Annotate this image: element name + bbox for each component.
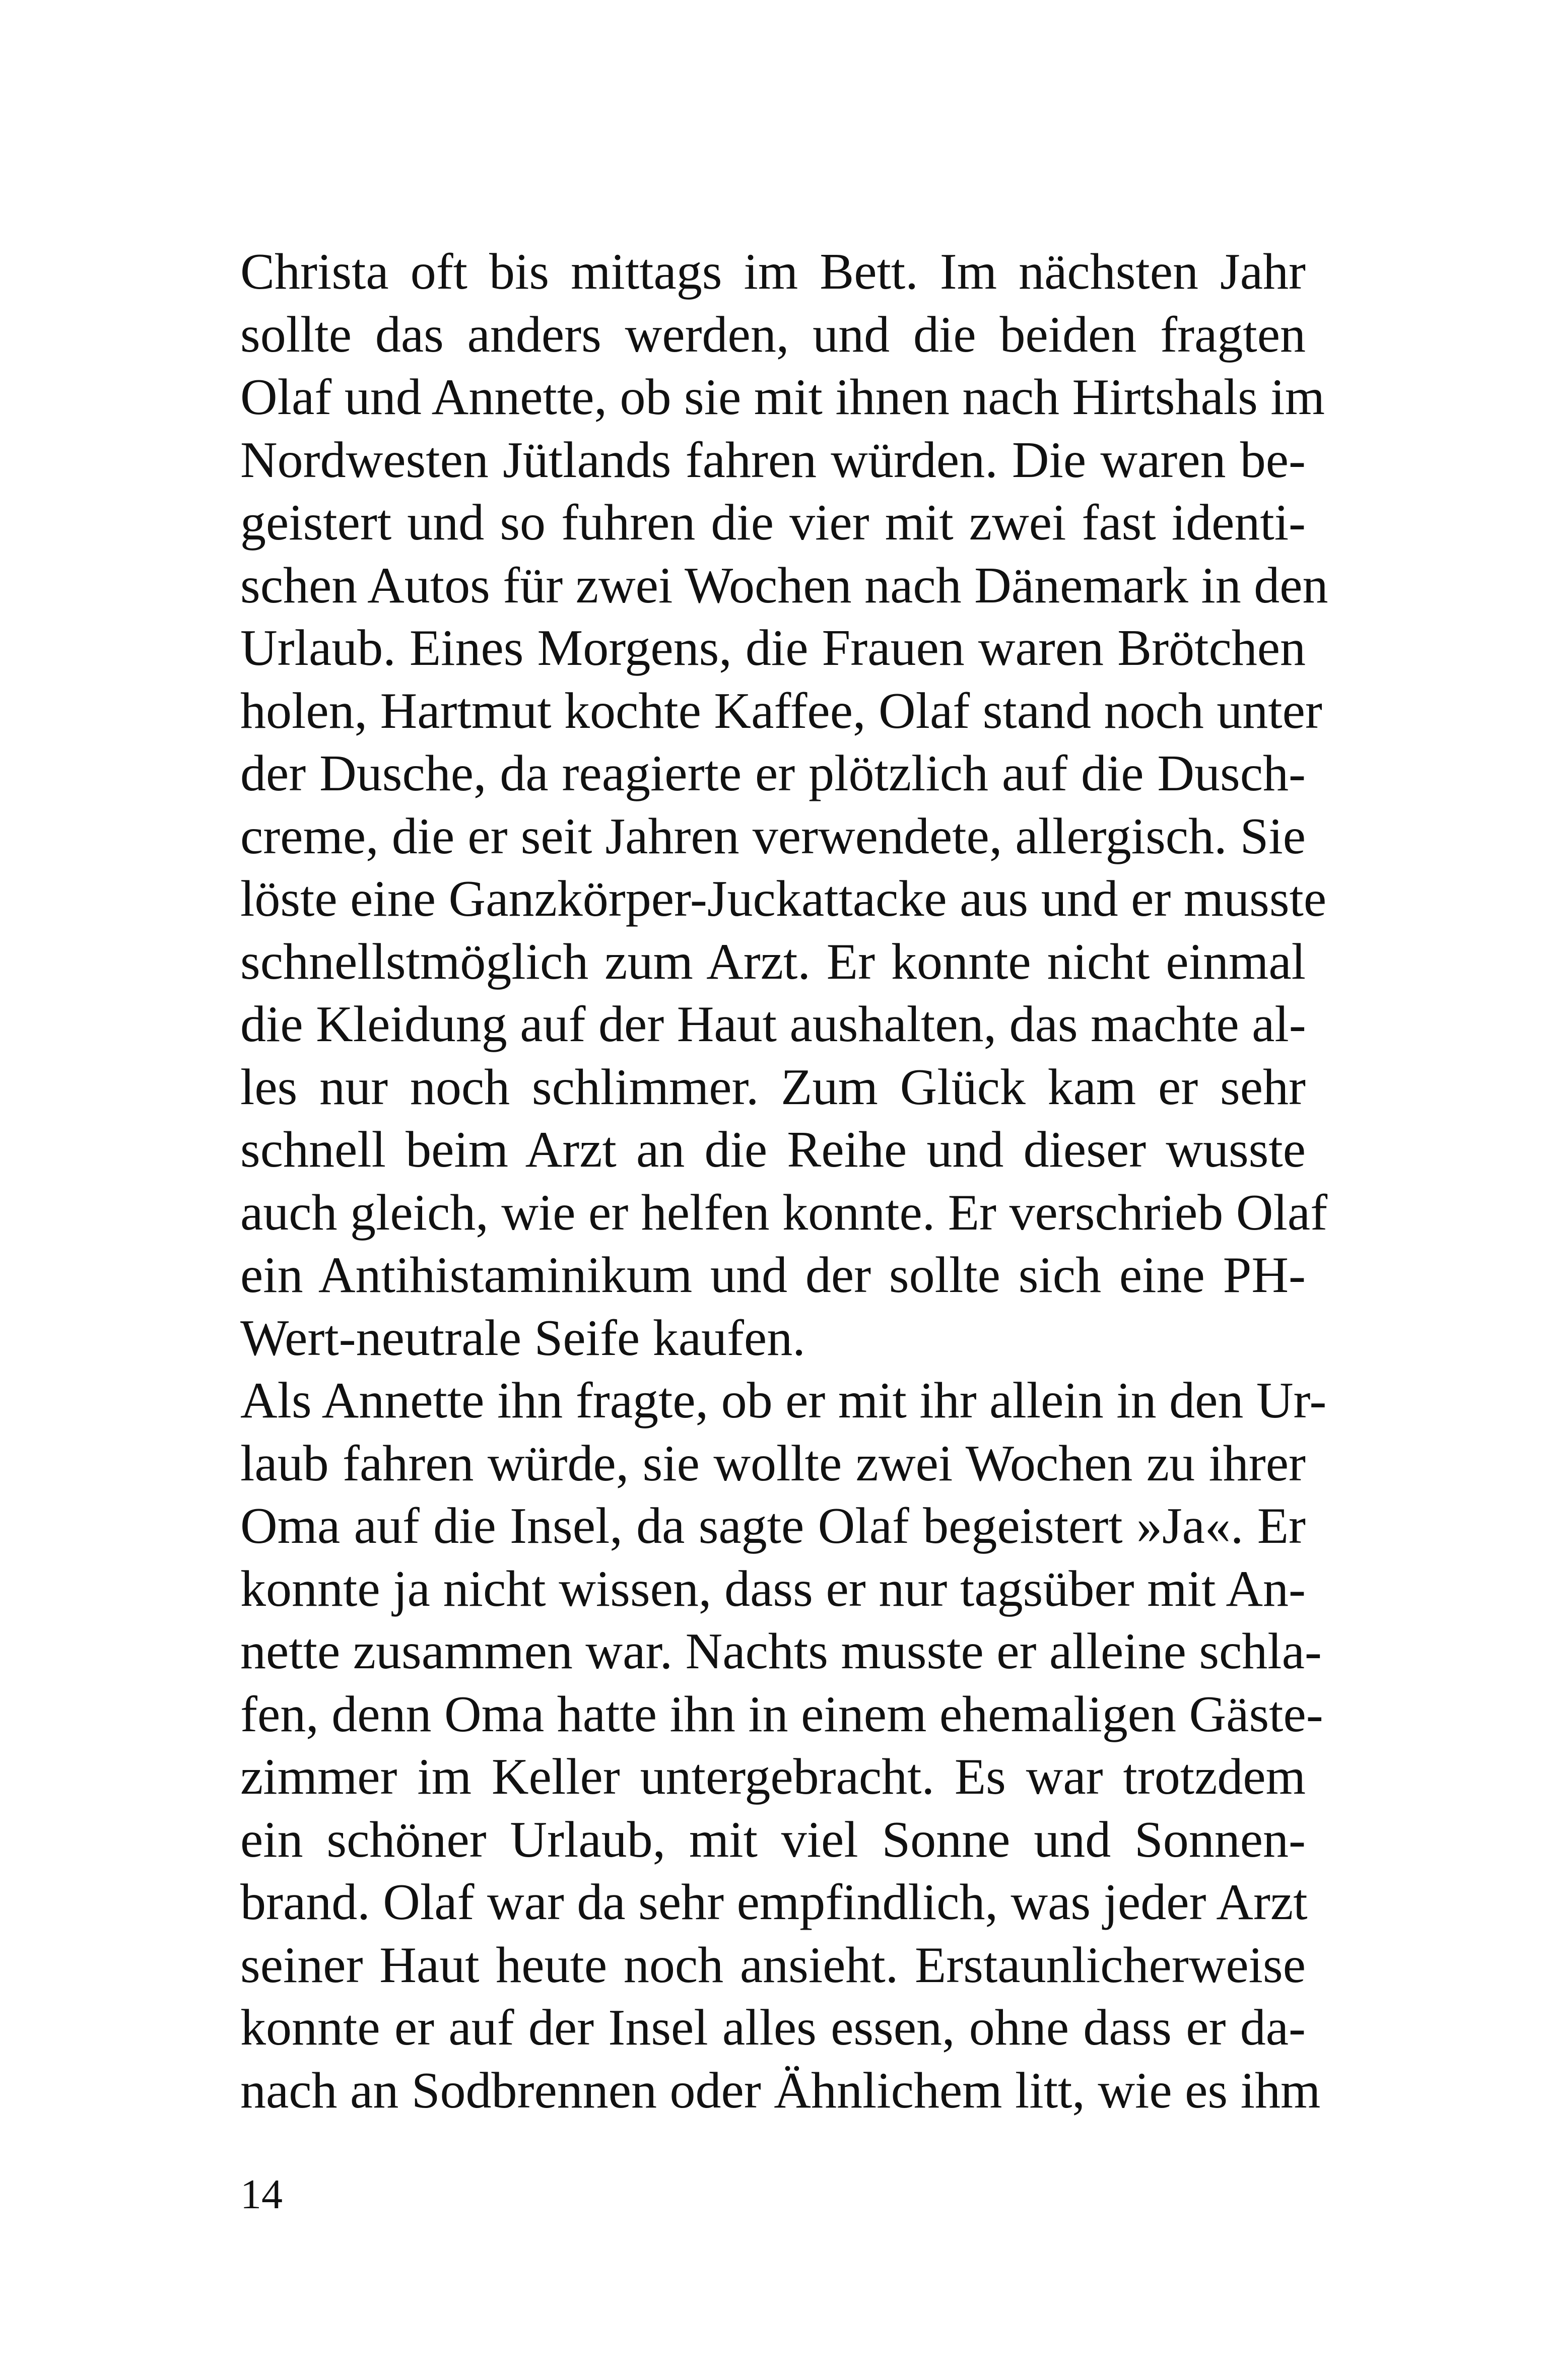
page-number: 14 (240, 2171, 283, 2218)
text-line: konnte ja nicht wissen, dass er nur tagsüber mit An- (240, 1560, 1306, 1617)
text-line: die Kleidung auf der Haut aushalten, das machte al- (240, 996, 1306, 1053)
text-line: der Dusche, da reagierte er plötzlich auf die Dusch- (240, 745, 1306, 802)
text-line: sollte das anders werden, und die beiden fragten (240, 306, 1306, 363)
text-line: schnell beim Arzt an die Reihe und dieser wusste (240, 1121, 1306, 1178)
text-line: fen, denn Oma hatte ihn in einem ehemaligen Gäste- (240, 1685, 1323, 1743)
text-line: auch gleich, wie er helfen konnte. Er verschrieb Olaf (240, 1184, 1328, 1241)
text-line: löste eine Ganzkörper-Juckattacke aus und er musste (240, 870, 1327, 927)
text-line: Olaf und Annette, ob sie mit ihnen nach Hirtshals im (240, 369, 1325, 426)
text-line: zimmer im Keller untergebracht. Es war trotzdem (240, 1748, 1306, 1805)
text-line: schnellstmöglich zum Arzt. Er konnte nicht einmal (240, 933, 1306, 990)
text-line: ein Antihistaminikum und der sollte sich eine PH- (240, 1247, 1306, 1304)
text-line: laub fahren würde, sie wollte zwei Wochen zu ihrer (240, 1435, 1306, 1492)
text-line: ein schöner Urlaub, mit viel Sonne und Sonnen- (240, 1811, 1306, 1868)
text-line: creme, die er seit Jahren verwendete, allergisch. Sie (240, 807, 1306, 865)
text-line: Urlaub. Eines Morgens, die Frauen waren Brötchen (240, 620, 1306, 676)
text-line: schen Autos für zwei Wochen nach Dänemark in den (240, 557, 1328, 614)
text-line: Oma auf die Insel, da sagte Olaf begeistert »Ja«. Er (240, 1498, 1306, 1554)
text-line: Nordwesten Jütlands fahren würden. Die waren be- (240, 431, 1306, 489)
paragraph-1 (240, 241, 1328, 1370)
paragraph-2 (240, 1370, 1327, 2122)
text-line: seiner Haut heute noch ansieht. Erstaunlicherweise (240, 1936, 1306, 1994)
text-line: Wert-neutrale Seife kaufen. (240, 1309, 805, 1367)
text-line: nach an Sodbrennen oder Ähnlichem litt, wie es ihm (240, 2062, 1321, 2119)
body-text (240, 241, 1328, 2122)
text-line: holen, Hartmut kochte Kaffee, Olaf stand noch unter (240, 682, 1322, 739)
text-line: Christa oft bis mittags im Bett. Im nächsten Jahr (240, 243, 1306, 300)
text-line: konnte er auf der Insel alles essen, ohne dass er da- (240, 1999, 1306, 2056)
text-line: geistert und so fuhren die vier mit zwei fast identi- (240, 494, 1306, 551)
text-line: Als Annette ihn fragte, ob er mit ihr allein in den Ur- (240, 1372, 1327, 1429)
text-line: les nur noch schlimmer. Zum Glück kam er sehr (240, 1058, 1306, 1116)
text-line: nette zusammen war. Nachts musste er alleine schla- (240, 1623, 1322, 1680)
text-line: brand. Olaf war da sehr empfindlich, was jeder Arzt (240, 1874, 1308, 1931)
